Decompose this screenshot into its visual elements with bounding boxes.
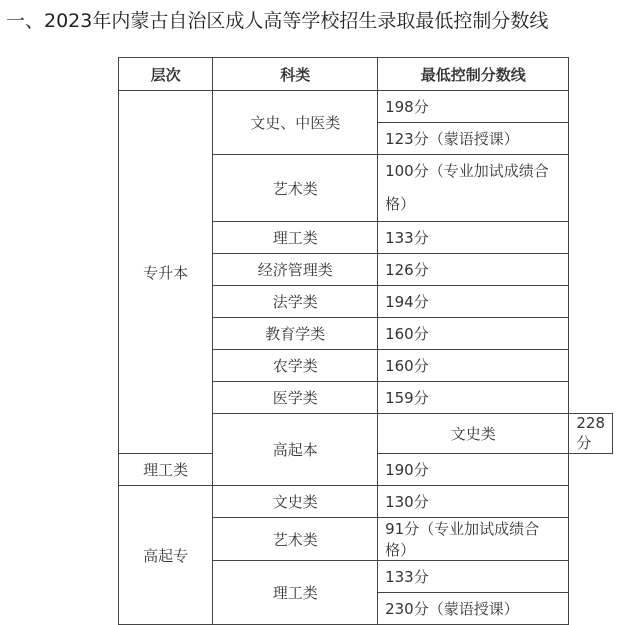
level-cell: 高起本 [213,414,378,486]
score-cell: 91分（专业加试成绩合格） [378,518,569,561]
category-cell: 农学类 [213,350,378,382]
category-cell: 艺术类 [213,518,378,561]
score-cell: 228分 [569,414,613,454]
category-cell: 理工类 [213,561,378,625]
category-cell: 理工类 [119,454,213,486]
score-cell: 159分 [378,382,569,414]
score-cell: 230分（蒙语授课） [378,593,569,625]
score-cell: 123分（蒙语授课） [378,123,569,155]
level-cell: 高起专 [119,486,213,625]
category-cell: 艺术类 [213,155,378,222]
category-cell: 教育学类 [213,318,378,350]
category-cell: 经济管理类 [213,254,378,286]
score-cell: 126分 [378,254,569,286]
page-title: 一、2023年内蒙古自治区成人高等学校招生录取最低控制分数线 [6,10,549,32]
header-category: 科类 [213,58,378,91]
score-cell: 190分 [378,454,569,486]
table-header-row [119,58,613,91]
category-cell: 文史类 [213,486,378,518]
table-row [119,486,613,518]
score-cell: 194分 [378,286,569,318]
score-cell: 100分（专业加试成绩合格） [378,155,569,222]
category-cell: 理工类 [213,222,378,254]
header-score: 最低控制分数线 [378,58,569,91]
category-cell: 文史、中医类 [213,91,378,155]
score-cell: 160分 [378,350,569,382]
score-cell: 133分 [378,561,569,593]
score-cell: 198分 [378,91,569,123]
score-cell: 133分 [378,222,569,254]
level-cell: 专升本 [119,91,213,454]
score-cell: 130分 [378,486,569,518]
header-level: 层次 [119,58,213,91]
table-row [119,91,613,123]
score-cell: 160分 [378,318,569,350]
score-table [118,57,613,625]
category-cell: 法学类 [213,286,378,318]
category-cell: 文史类 [378,414,569,454]
category-cell: 医学类 [213,382,378,414]
